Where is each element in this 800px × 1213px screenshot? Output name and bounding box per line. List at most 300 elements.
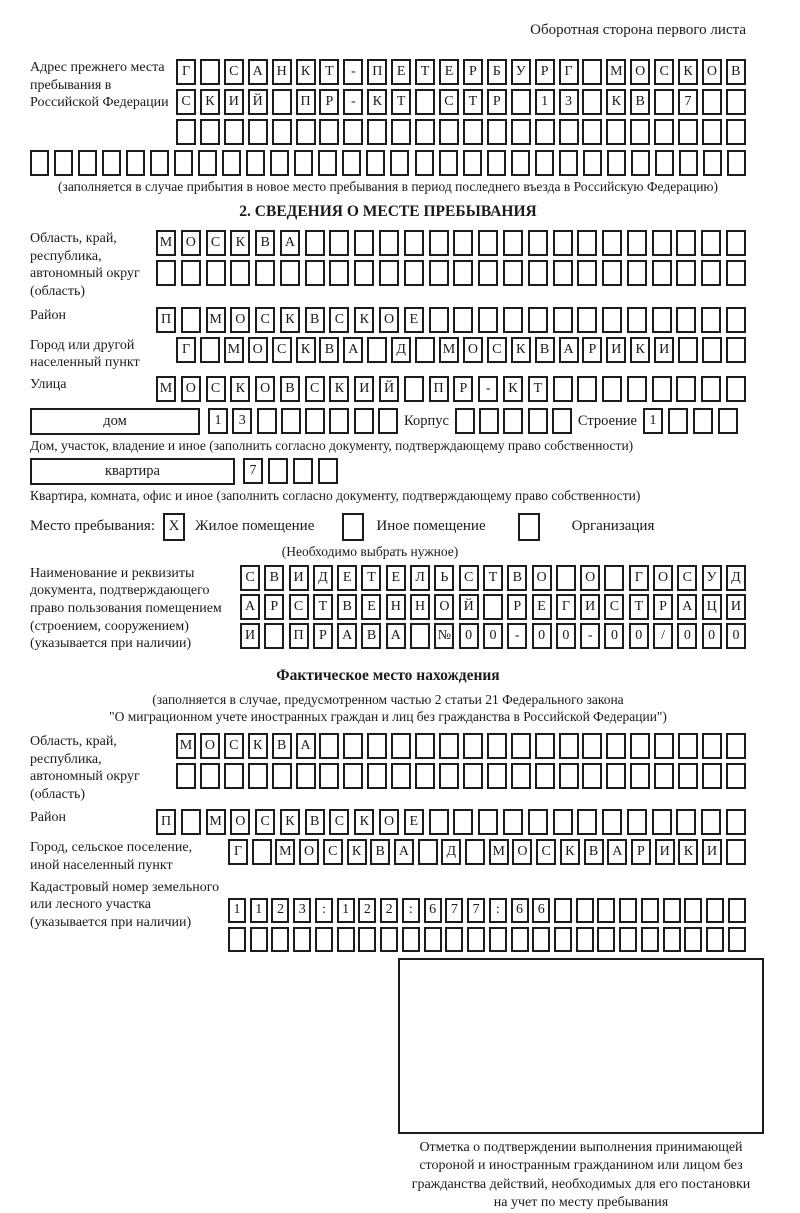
- char-box[interactable]: [602, 809, 622, 835]
- char-box[interactable]: [726, 307, 746, 333]
- char-box[interactable]: [415, 150, 434, 176]
- char-box[interactable]: [453, 809, 473, 835]
- char-box[interactable]: Т: [319, 59, 339, 85]
- char-box[interactable]: [200, 763, 220, 789]
- char-box[interactable]: А: [607, 839, 627, 865]
- char-box[interactable]: [693, 408, 713, 434]
- char-box[interactable]: [654, 119, 674, 145]
- char-box[interactable]: О: [200, 733, 220, 759]
- char-box[interactable]: 3: [232, 408, 252, 434]
- char-box[interactable]: 1: [228, 898, 246, 923]
- char-box[interactable]: [181, 809, 201, 835]
- char-box[interactable]: [607, 150, 626, 176]
- char-box[interactable]: Е: [386, 565, 406, 591]
- char-box[interactable]: Н: [272, 59, 292, 85]
- char-box[interactable]: [652, 376, 672, 402]
- char-box[interactable]: [582, 89, 602, 115]
- char-box[interactable]: [554, 898, 572, 923]
- char-box[interactable]: [354, 260, 374, 286]
- char-box[interactable]: [701, 230, 721, 256]
- char-box[interactable]: [702, 733, 722, 759]
- char-box[interactable]: -: [580, 623, 600, 649]
- char-box[interactable]: 0: [702, 623, 722, 649]
- char-box[interactable]: И: [354, 376, 374, 402]
- char-box[interactable]: К: [296, 59, 316, 85]
- char-box[interactable]: Т: [361, 565, 381, 591]
- char-box[interactable]: И: [580, 594, 600, 620]
- char-box[interactable]: Р: [487, 89, 507, 115]
- char-box[interactable]: [272, 119, 292, 145]
- char-box[interactable]: В: [370, 839, 390, 865]
- char-box[interactable]: [367, 733, 387, 759]
- char-box[interactable]: [535, 733, 555, 759]
- char-box[interactable]: [318, 150, 337, 176]
- char-box[interactable]: [582, 763, 602, 789]
- char-box[interactable]: [181, 307, 201, 333]
- char-box[interactable]: [678, 337, 698, 363]
- char-box[interactable]: [556, 565, 576, 591]
- char-box[interactable]: [577, 809, 597, 835]
- char-box[interactable]: П: [156, 809, 176, 835]
- checkbox-organizatsiya[interactable]: [518, 513, 540, 541]
- char-box[interactable]: К: [606, 89, 626, 115]
- char-box[interactable]: [701, 260, 721, 286]
- char-box[interactable]: И: [702, 839, 722, 865]
- char-box[interactable]: [391, 733, 411, 759]
- char-box[interactable]: :: [402, 898, 420, 923]
- char-box[interactable]: [248, 763, 268, 789]
- char-box[interactable]: [559, 733, 579, 759]
- char-box[interactable]: [200, 59, 220, 85]
- char-box[interactable]: [577, 376, 597, 402]
- char-box[interactable]: [465, 839, 485, 865]
- char-box[interactable]: :: [489, 898, 507, 923]
- char-box[interactable]: [602, 260, 622, 286]
- char-box[interactable]: [726, 376, 746, 402]
- char-box[interactable]: [654, 89, 674, 115]
- char-box[interactable]: В: [535, 337, 555, 363]
- char-box[interactable]: [703, 150, 722, 176]
- char-box[interactable]: О: [181, 376, 201, 402]
- char-box[interactable]: В: [255, 230, 275, 256]
- char-box[interactable]: [404, 230, 424, 256]
- char-box[interactable]: [652, 809, 672, 835]
- char-box[interactable]: К: [560, 839, 580, 865]
- char-box[interactable]: С: [255, 809, 275, 835]
- char-box[interactable]: [602, 307, 622, 333]
- char-box[interactable]: [354, 408, 374, 434]
- char-box[interactable]: Р: [535, 59, 555, 85]
- char-box[interactable]: 0: [629, 623, 649, 649]
- char-box[interactable]: К: [630, 337, 650, 363]
- char-box[interactable]: В: [507, 565, 527, 591]
- char-box[interactable]: [248, 119, 268, 145]
- char-box[interactable]: [503, 230, 523, 256]
- char-box[interactable]: [583, 150, 602, 176]
- char-box[interactable]: О: [653, 565, 673, 591]
- char-box[interactable]: 6: [532, 898, 550, 923]
- char-box[interactable]: [478, 809, 498, 835]
- char-box[interactable]: [487, 733, 507, 759]
- char-box[interactable]: 3: [293, 898, 311, 923]
- char-box[interactable]: [606, 119, 626, 145]
- char-box[interactable]: В: [630, 89, 650, 115]
- char-box[interactable]: А: [240, 594, 260, 620]
- char-box[interactable]: С: [176, 89, 196, 115]
- char-box[interactable]: И: [726, 594, 746, 620]
- char-box[interactable]: Т: [391, 89, 411, 115]
- char-box[interactable]: [379, 260, 399, 286]
- char-box[interactable]: [54, 150, 73, 176]
- char-box[interactable]: [553, 260, 573, 286]
- char-box[interactable]: И: [654, 337, 674, 363]
- char-box[interactable]: [294, 150, 313, 176]
- char-box[interactable]: [415, 337, 435, 363]
- char-box[interactable]: [30, 150, 49, 176]
- char-box[interactable]: Р: [463, 59, 483, 85]
- char-box[interactable]: [329, 408, 349, 434]
- char-box[interactable]: [684, 898, 702, 923]
- char-box[interactable]: [174, 150, 193, 176]
- char-box[interactable]: [478, 260, 498, 286]
- char-box[interactable]: Й: [379, 376, 399, 402]
- char-box[interactable]: [404, 260, 424, 286]
- char-box[interactable]: [627, 809, 647, 835]
- char-box[interactable]: [198, 150, 217, 176]
- char-box[interactable]: 0: [604, 623, 624, 649]
- char-box[interactable]: М: [156, 230, 176, 256]
- char-box[interactable]: А: [248, 59, 268, 85]
- char-box[interactable]: [280, 260, 300, 286]
- char-box[interactable]: -: [343, 59, 363, 85]
- char-box[interactable]: М: [156, 376, 176, 402]
- char-box[interactable]: [676, 809, 696, 835]
- char-box[interactable]: С: [206, 376, 226, 402]
- char-box[interactable]: [463, 763, 483, 789]
- char-box[interactable]: [528, 408, 548, 434]
- char-box[interactable]: К: [511, 337, 531, 363]
- char-box[interactable]: [453, 307, 473, 333]
- char-box[interactable]: [652, 260, 672, 286]
- char-box[interactable]: [641, 927, 659, 952]
- char-box[interactable]: [678, 733, 698, 759]
- char-box[interactable]: С: [206, 230, 226, 256]
- char-box[interactable]: [728, 927, 746, 952]
- char-box[interactable]: [503, 307, 523, 333]
- char-box[interactable]: С: [272, 337, 292, 363]
- char-box[interactable]: Е: [391, 59, 411, 85]
- char-box[interactable]: [554, 927, 572, 952]
- char-box[interactable]: [200, 119, 220, 145]
- char-box[interactable]: М: [206, 307, 226, 333]
- char-box[interactable]: М: [206, 809, 226, 835]
- char-box[interactable]: [511, 733, 531, 759]
- char-box[interactable]: 2: [271, 898, 289, 923]
- char-box[interactable]: [489, 927, 507, 952]
- char-box[interactable]: [200, 337, 220, 363]
- char-box[interactable]: [329, 230, 349, 256]
- char-box[interactable]: О: [230, 809, 250, 835]
- char-box[interactable]: [511, 119, 531, 145]
- char-box[interactable]: К: [678, 59, 698, 85]
- char-box[interactable]: [271, 927, 289, 952]
- char-box[interactable]: 0: [556, 623, 576, 649]
- char-box[interactable]: [726, 89, 746, 115]
- char-box[interactable]: П: [156, 307, 176, 333]
- char-box[interactable]: В: [361, 623, 381, 649]
- char-box[interactable]: [511, 89, 531, 115]
- char-box[interactable]: [553, 230, 573, 256]
- char-box[interactable]: [511, 927, 529, 952]
- char-box[interactable]: [559, 763, 579, 789]
- char-box[interactable]: С: [305, 376, 325, 402]
- char-box[interactable]: [78, 150, 97, 176]
- char-box[interactable]: [576, 898, 594, 923]
- char-box[interactable]: [380, 927, 398, 952]
- char-box[interactable]: [654, 763, 674, 789]
- char-box[interactable]: [415, 733, 435, 759]
- char-box[interactable]: [439, 119, 459, 145]
- char-box[interactable]: [655, 150, 674, 176]
- char-box[interactable]: [439, 763, 459, 789]
- char-box[interactable]: [366, 150, 385, 176]
- char-box[interactable]: [702, 337, 722, 363]
- char-box[interactable]: К: [347, 839, 367, 865]
- char-box[interactable]: [679, 150, 698, 176]
- char-box[interactable]: [478, 230, 498, 256]
- char-box[interactable]: [453, 230, 473, 256]
- char-box[interactable]: [582, 119, 602, 145]
- char-box[interactable]: О: [379, 307, 399, 333]
- char-box[interactable]: [668, 408, 688, 434]
- char-box[interactable]: 6: [424, 898, 442, 923]
- char-box[interactable]: [337, 927, 355, 952]
- char-box[interactable]: Е: [337, 565, 357, 591]
- char-box[interactable]: В: [584, 839, 604, 865]
- char-box[interactable]: [418, 839, 438, 865]
- char-box[interactable]: 0: [459, 623, 479, 649]
- char-box[interactable]: О: [230, 307, 250, 333]
- char-box[interactable]: О: [255, 376, 275, 402]
- char-box[interactable]: М: [275, 839, 295, 865]
- char-box[interactable]: Р: [507, 594, 527, 620]
- char-box[interactable]: Д: [441, 839, 461, 865]
- char-box[interactable]: [318, 458, 338, 484]
- char-box[interactable]: У: [511, 59, 531, 85]
- char-box[interactable]: М: [224, 337, 244, 363]
- char-box[interactable]: К: [354, 809, 374, 835]
- char-box[interactable]: Р: [631, 839, 651, 865]
- char-box[interactable]: В: [319, 337, 339, 363]
- char-box[interactable]: Г: [176, 59, 196, 85]
- char-box[interactable]: [627, 307, 647, 333]
- char-box[interactable]: [553, 307, 573, 333]
- char-box[interactable]: [684, 927, 702, 952]
- char-box[interactable]: [654, 733, 674, 759]
- char-box[interactable]: Т: [463, 89, 483, 115]
- char-box[interactable]: П: [289, 623, 309, 649]
- char-box[interactable]: М: [439, 337, 459, 363]
- char-box[interactable]: [630, 733, 650, 759]
- char-box[interactable]: 3: [559, 89, 579, 115]
- char-box[interactable]: [627, 260, 647, 286]
- char-box[interactable]: [726, 119, 746, 145]
- char-box[interactable]: [429, 809, 449, 835]
- char-box[interactable]: [391, 763, 411, 789]
- char-box[interactable]: [627, 376, 647, 402]
- char-box[interactable]: [250, 927, 268, 952]
- char-box[interactable]: [676, 260, 696, 286]
- char-box[interactable]: И: [224, 89, 244, 115]
- char-box[interactable]: [224, 119, 244, 145]
- char-box[interactable]: [528, 230, 548, 256]
- char-box[interactable]: [619, 927, 637, 952]
- checkbox-zhiloe[interactable]: X: [163, 513, 185, 541]
- char-box[interactable]: Г: [176, 337, 196, 363]
- char-box[interactable]: Г: [629, 565, 649, 591]
- char-box[interactable]: [296, 763, 316, 789]
- char-box[interactable]: /: [653, 623, 673, 649]
- char-box[interactable]: К: [280, 307, 300, 333]
- char-box[interactable]: 0: [726, 623, 746, 649]
- char-box[interactable]: С: [323, 839, 343, 865]
- char-box[interactable]: [582, 733, 602, 759]
- char-box[interactable]: [663, 898, 681, 923]
- char-box[interactable]: 1: [643, 408, 663, 434]
- char-box[interactable]: [701, 809, 721, 835]
- char-box[interactable]: [676, 307, 696, 333]
- char-box[interactable]: Г: [559, 59, 579, 85]
- char-box[interactable]: Й: [459, 594, 479, 620]
- char-box[interactable]: [255, 260, 275, 286]
- char-box[interactable]: [582, 59, 602, 85]
- char-box[interactable]: [511, 150, 530, 176]
- char-box[interactable]: [528, 307, 548, 333]
- char-box[interactable]: У: [702, 565, 722, 591]
- char-box[interactable]: 6: [511, 898, 529, 923]
- char-box[interactable]: [676, 230, 696, 256]
- char-box[interactable]: 0: [677, 623, 697, 649]
- char-box[interactable]: Д: [726, 565, 746, 591]
- char-box[interactable]: [354, 230, 374, 256]
- char-box[interactable]: 2: [358, 898, 376, 923]
- char-box[interactable]: [379, 230, 399, 256]
- char-box[interactable]: [467, 927, 485, 952]
- char-box[interactable]: [479, 408, 499, 434]
- char-box[interactable]: [391, 119, 411, 145]
- char-box[interactable]: С: [654, 59, 674, 85]
- char-box[interactable]: Г: [228, 839, 248, 865]
- char-box[interactable]: А: [394, 839, 414, 865]
- char-box[interactable]: [415, 119, 435, 145]
- char-box[interactable]: К: [296, 337, 316, 363]
- char-box[interactable]: [228, 927, 246, 952]
- char-box[interactable]: О: [532, 565, 552, 591]
- char-box[interactable]: [487, 119, 507, 145]
- char-box[interactable]: [410, 623, 430, 649]
- char-box[interactable]: Р: [319, 89, 339, 115]
- char-box[interactable]: 1: [337, 898, 355, 923]
- char-box[interactable]: Б: [487, 59, 507, 85]
- char-box[interactable]: [402, 927, 420, 952]
- char-box[interactable]: [439, 150, 458, 176]
- char-box[interactable]: К: [329, 376, 349, 402]
- char-box[interactable]: [343, 119, 363, 145]
- char-box[interactable]: И: [240, 623, 260, 649]
- char-box[interactable]: Д: [391, 337, 411, 363]
- char-box[interactable]: [652, 230, 672, 256]
- char-box[interactable]: К: [354, 307, 374, 333]
- char-box[interactable]: В: [337, 594, 357, 620]
- char-box[interactable]: [552, 408, 572, 434]
- char-box[interactable]: С: [329, 809, 349, 835]
- char-box[interactable]: [706, 927, 724, 952]
- char-box[interactable]: П: [367, 59, 387, 85]
- char-box[interactable]: [367, 337, 387, 363]
- char-box[interactable]: [319, 119, 339, 145]
- char-box[interactable]: А: [386, 623, 406, 649]
- char-box[interactable]: [463, 119, 483, 145]
- char-box[interactable]: [577, 260, 597, 286]
- char-box[interactable]: [663, 927, 681, 952]
- char-box[interactable]: Н: [410, 594, 430, 620]
- char-box[interactable]: [319, 763, 339, 789]
- char-box[interactable]: О: [463, 337, 483, 363]
- char-box[interactable]: [315, 927, 333, 952]
- char-box[interactable]: [726, 260, 746, 286]
- char-box[interactable]: О: [580, 565, 600, 591]
- char-box[interactable]: С: [240, 565, 260, 591]
- char-box[interactable]: [535, 763, 555, 789]
- char-box[interactable]: Р: [653, 594, 673, 620]
- char-box[interactable]: [126, 150, 145, 176]
- char-box[interactable]: -: [507, 623, 527, 649]
- char-box[interactable]: [726, 809, 746, 835]
- char-box[interactable]: О: [630, 59, 650, 85]
- char-box[interactable]: [439, 733, 459, 759]
- char-box[interactable]: С: [329, 307, 349, 333]
- char-box[interactable]: [528, 260, 548, 286]
- char-box[interactable]: Т: [415, 59, 435, 85]
- char-box[interactable]: [503, 809, 523, 835]
- char-box[interactable]: [343, 763, 363, 789]
- char-box[interactable]: К: [503, 376, 523, 402]
- char-box[interactable]: К: [280, 809, 300, 835]
- char-box[interactable]: [268, 458, 288, 484]
- char-box[interactable]: С: [604, 594, 624, 620]
- char-box[interactable]: [631, 150, 650, 176]
- char-box[interactable]: [726, 733, 746, 759]
- char-box[interactable]: А: [296, 733, 316, 759]
- char-box[interactable]: [224, 763, 244, 789]
- char-box[interactable]: К: [367, 89, 387, 115]
- char-box[interactable]: [535, 119, 555, 145]
- char-box[interactable]: [641, 898, 659, 923]
- char-box[interactable]: [429, 307, 449, 333]
- char-box[interactable]: 1: [250, 898, 268, 923]
- char-box[interactable]: А: [343, 337, 363, 363]
- char-box[interactable]: [532, 927, 550, 952]
- char-box[interactable]: С: [289, 594, 309, 620]
- char-box[interactable]: Г: [556, 594, 576, 620]
- char-box[interactable]: [726, 839, 746, 865]
- char-box[interactable]: [342, 150, 361, 176]
- char-box[interactable]: 0: [532, 623, 552, 649]
- char-box[interactable]: К: [230, 230, 250, 256]
- char-box[interactable]: 1: [208, 408, 228, 434]
- char-box[interactable]: О: [379, 809, 399, 835]
- char-box[interactable]: Р: [264, 594, 284, 620]
